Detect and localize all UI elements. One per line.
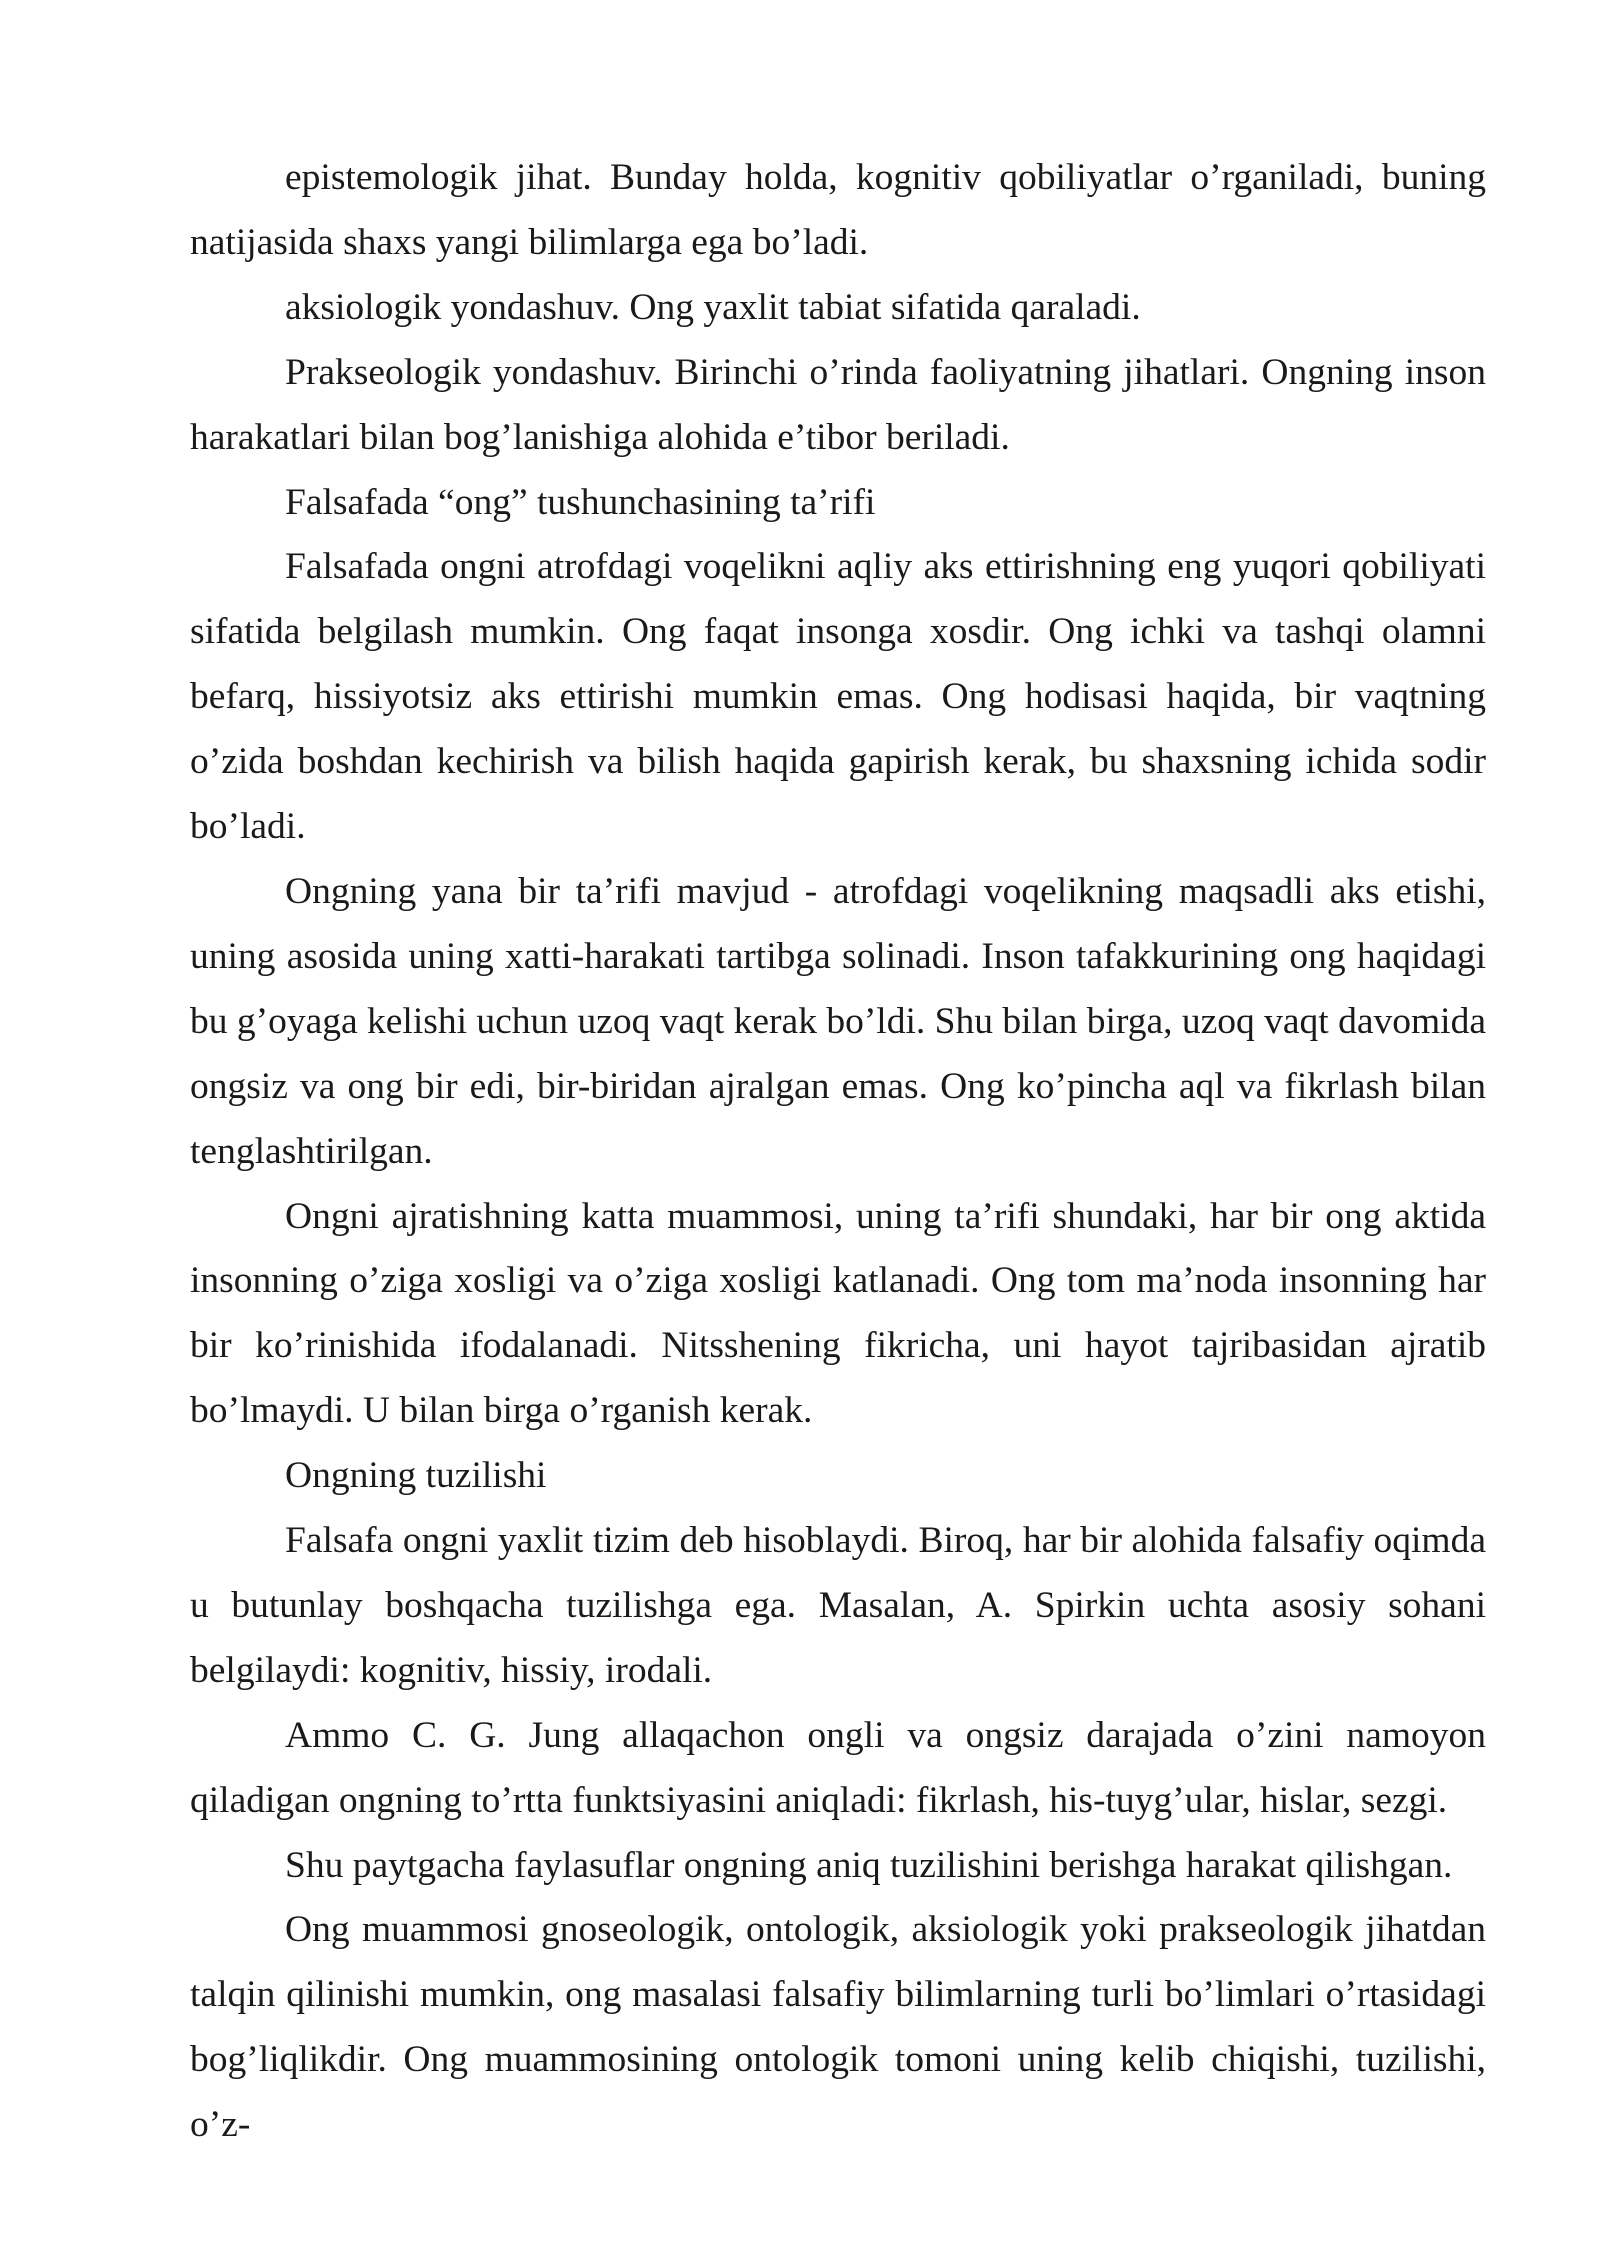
document-body	[190, 146, 1486, 2158]
section-heading: Falsafada “ong” tushunchasining ta’rifi	[285, 481, 876, 523]
paragraph: epistemologik jihat. Bunday holda, kognitiv qobiliyatlar o’rganiladi, buning natijasida shaxs yangi bilimlarga ega bo’ladi.	[190, 157, 1486, 263]
paragraph: Ong muammosi gnoseologik, ontologik, aksiologik yoki prakseologik jihatdan talqin qilinishi mumkin, ong masalasi falsafiy bilimlarning turli bo’limlari o’rtasidagi bog’liqlikdir. Ong muammosining ontologik tomoni uning kelib chiqishi, tuzilishi, o’z-	[190, 1909, 1486, 2146]
paragraph: aksiologik yondashuv. Ong yaxlit tabiat sifatida qaraladi.	[285, 286, 1141, 328]
paragraph: Shu paytgacha faylasuflar ongning aniq tuzilishini berishga harakat qilishgan.	[285, 1844, 1453, 1886]
paragraph: Ongni ajratishning katta muammosi, uning ta’rifi shundaki, har bir ong aktida insonning o’ziga xosligi va o’ziga xosligi katlanadi. Ong tom ma’noda insonning har bir ko’rinishida ifodalanadi. Nitsshening fikricha, uni hayot tajribasidan ajratib bo’lmaydi. U bilan birga o’rganish kerak.	[190, 1195, 1486, 1432]
section-heading: Ongning tuzilishi	[285, 1455, 547, 1497]
paragraph: Ammo C. G. Jung allaqachon ongli va ongsiz darajada o’zini namoyon qiladigan ongning to’rtta funktsiyasini aniqladi: fikrlash, his-tuyg’ular, hislar, sezgi.	[190, 1714, 1486, 1821]
paragraph: Prakseologik yondashuv. Birinchi o’rinda faoliyatning jihatlari. Ongning inson harakatlari bilan bog’lanishiga alohida e’tibor beriladi.	[190, 351, 1486, 458]
paragraph: Falsafa ongni yaxlit tizim deb hisoblaydi. Biroq, har bir alohida falsafiy oqimda u butunlay boshqacha tuzilishga ega. Masalan, A. Spirkin uchta asosiy sohani belgilaydi: kognitiv, hissiy, irodali.	[190, 1520, 1486, 1691]
paragraph: Ongning yana bir ta’rifi mavjud - atrofdagi voqelikning maqsadli aks etishi, uning asosida uning xatti-harakati tartibga solinadi. Inson tafakkurining ong haqidagi bu g’oyaga kelishi uchun uzoq vaqt kerak bo’ldi. Shu bilan birga, uzoq vaqt davomida ongsiz va ong bir edi, bir-biridan ajralgan emas. Ong ko’pincha aql va fikrlash bilan tenglashtirilgan.	[190, 870, 1486, 1172]
paragraph: Falsafada ongni atrofdagi voqelikni aqliy aks ettirishning eng yuqori qobiliyati sifatida belgilash mumkin. Ong faqat insonga xosdir. Ong ichki va tashqi olamni befarq, hissiyotsiz aks ettirishi mumkin emas. Ong hodisasi haqida, bir vaqtning o’zida boshdan kechirish va bilish haqida gapirish kerak, bu shaxsning ichida sodir bo’ladi.	[190, 546, 1486, 848]
